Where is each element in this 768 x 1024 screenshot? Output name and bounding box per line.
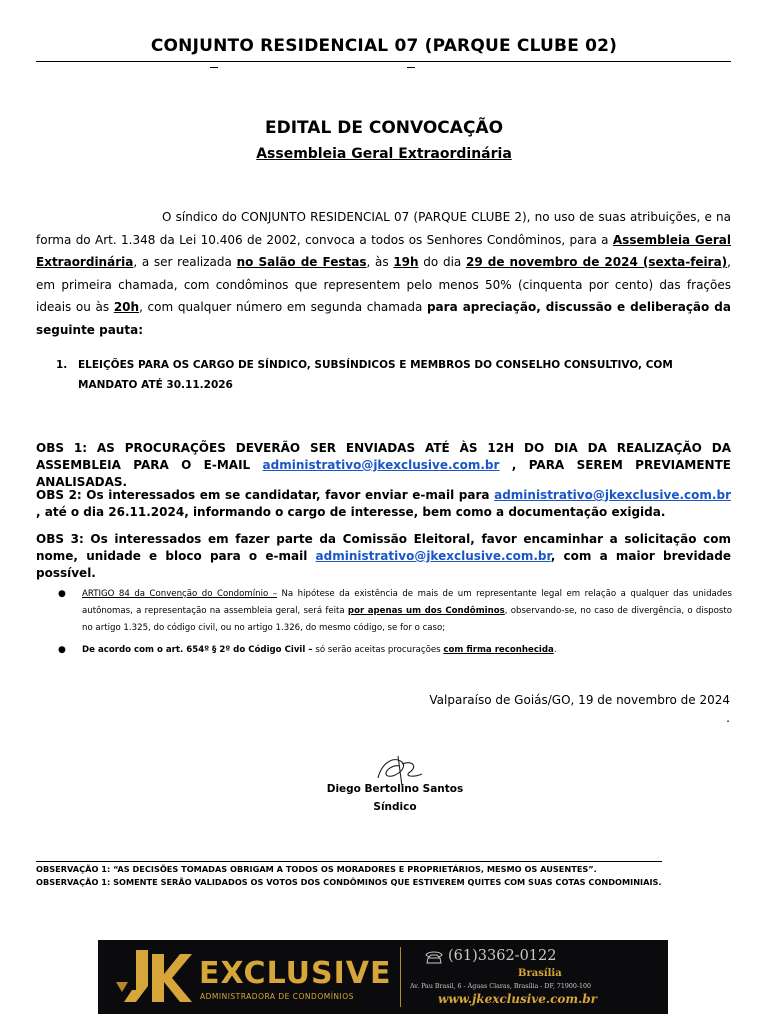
jk-logo-icon bbox=[106, 946, 194, 1008]
obs-1-text-end: , PARA SEREM PREVIAMENTE ANALISADAS. bbox=[36, 458, 731, 489]
place-and-date: Valparaíso de Goiás/GO, 19 de novembro de 2024 bbox=[429, 693, 730, 707]
body-text-5: , em primeira chamada, com condôminos que representem pelo menos 50% (cinquenta por cento) das frações ideais ou às bbox=[36, 255, 731, 314]
footer-note-2: OBSERVAÇÃO 1: SOMENTE SERÃO VALIDADOS OS VOTOS DOS CONDÔMINOS QUE ESTIVEREM QUITES COM SUAS COTAS CONDOMINIAIS. bbox=[36, 877, 662, 887]
bullet-1-emphasis: por apenas um dos Condôminos bbox=[347, 606, 505, 616]
brand-tagline: ADMINISTRADORA DE CONDOMÍNIOS bbox=[200, 992, 354, 1001]
second-call-time: 20h bbox=[113, 300, 140, 314]
assembly-name: Assembleia Geral Extraordinária bbox=[36, 232, 731, 269]
bullet-2-body: só serão aceitas procurações bbox=[312, 645, 444, 655]
meeting-date: 29 de novembro de 2024 (sexta-feira) bbox=[465, 255, 728, 269]
company-website: www.jkexclusive.com.br bbox=[438, 992, 597, 1006]
body-text-3: , às bbox=[366, 255, 394, 269]
obs-1-text: OBS 1: AS PROCURAÇÕES DEVERÃO SER ENVIADAS ATÉ ÀS 12H DO DIA DA REALIZAÇÃO DA ASSEMBLEIA PARA O E-MAIL bbox=[36, 441, 731, 472]
bullet-dot-icon: ● bbox=[58, 589, 66, 599]
header-tick-right bbox=[407, 67, 415, 68]
civil-code-label: De acordo com o art. 654º § 2º do Código Civil – bbox=[82, 645, 313, 655]
bullet-civil-code bbox=[58, 642, 732, 659]
footer-rule bbox=[36, 861, 662, 862]
notice-title: EDITAL DE CONVOCAÇÃO bbox=[264, 118, 504, 138]
body-text-4: do dia bbox=[418, 255, 466, 269]
brand-name: EXCLUSIVE bbox=[199, 956, 392, 991]
obs-3-text: OBS 3: Os interessados em fazer parte da Comissão Eleitoral, favor encaminhar a solicitação com nome, unidade e bloco para o e-mail bbox=[36, 532, 731, 563]
bullet-2-emphasis: com firma reconhecida bbox=[443, 645, 554, 655]
bullet-dot-icon: ● bbox=[58, 645, 66, 655]
obs-2-text-end: , até o dia 26.11.2024, informando o cargo de interesse, bem como a documentação exigida. bbox=[36, 505, 666, 519]
header-tick-left bbox=[210, 67, 218, 68]
first-call-time: 19h bbox=[393, 255, 419, 269]
banner-divider bbox=[400, 947, 401, 1007]
header-rule bbox=[36, 61, 731, 62]
agenda-text: ELEIÇÕES PARA OS CARGO DE SÍNDICO, SUBSÍNDICOS E MEMBROS DO CONSELHO CONSULTIVO, COM MANDATO ATÉ 30.11.2026 bbox=[78, 359, 673, 391]
bullet-article-84 bbox=[58, 586, 733, 637]
obs-3-text-end: , com a maior brevidade possível. bbox=[36, 549, 731, 580]
agenda-item bbox=[56, 355, 732, 395]
article-84-label: ARTIGO 84 da Convenção do Condomínio – bbox=[82, 589, 278, 599]
agenda-intro: para apreciação, discussão e deliberação da seguinte pauta: bbox=[36, 300, 731, 337]
obs-2 bbox=[36, 487, 731, 521]
obs-1 bbox=[36, 440, 731, 491]
phone-icon bbox=[424, 950, 444, 964]
obs-2-email-link[interactable]: administrativo@jkexclusive.com.br bbox=[494, 488, 731, 502]
bullet-1-body-end: , observando-se, no caso de divergência, o disposto no artigo 1.325, do código civil, ou no artigo 1.326, do mesmo código, se for o caso; bbox=[82, 606, 732, 633]
bullet-1-body: Na hipótese da existência de mais de um representante legal em relação a qualquer das unidades autônomas, a representação na assembleia geral, será feita bbox=[82, 589, 733, 616]
company-banner bbox=[98, 940, 668, 1014]
body-text-6: , com qualquer número em segunda chamada bbox=[139, 300, 427, 314]
closing-dot: . bbox=[726, 711, 730, 725]
notice-subtitle: Assembleia Geral Extraordinária bbox=[256, 146, 512, 162]
venue: no Salão de Festas bbox=[236, 255, 367, 269]
footer-note-1: OBSERVAÇÃO 1: “AS DECISÕES TOMADAS OBRIGAM A TODOS OS MORADORES E PROPRIETÁRIOS, MESMO OS AUSENTES”. bbox=[36, 864, 597, 874]
body-text-1: O síndico do CONJUNTO RESIDENCIAL 07 (PARQUE CLUBE 2), no uso de suas atribuições, e na forma do Art. 1.348 da Lei 10.406 de 2002, convoca a todos os Senhores Condôminos, para a bbox=[36, 210, 731, 247]
condominium-title: CONJUNTO RESIDENCIAL 07 (PARQUE CLUBE 02) bbox=[150, 36, 618, 56]
obs-2-text: OBS 2: Os interessados em se candidatar, favor enviar e-mail para bbox=[36, 488, 495, 502]
body-text-2: , a ser realizada bbox=[133, 255, 237, 269]
footer-notes bbox=[36, 863, 736, 889]
bullet-2-text bbox=[82, 642, 732, 659]
bullet-1-text bbox=[82, 586, 732, 637]
signer-name: Diego Bertolino Santos bbox=[326, 783, 464, 795]
company-phone: (61)3362-0122 bbox=[448, 948, 557, 964]
convocation-paragraph bbox=[36, 206, 731, 341]
agenda-number: 1. bbox=[56, 359, 68, 371]
obs-3-email-link[interactable]: administrativo@jkexclusive.com.br bbox=[315, 549, 551, 563]
obs-1-email-link[interactable]: administrativo@jkexclusive.com.br bbox=[262, 458, 500, 472]
obs-3 bbox=[36, 531, 731, 582]
signer-block bbox=[300, 780, 490, 816]
bullet-2-body-end: . bbox=[553, 645, 557, 655]
signer-role: Síndico bbox=[373, 801, 417, 813]
company-address: Av. Pau Brasil, 6 - Águas Claras, Brasília - DF, 71900-100 bbox=[410, 983, 592, 990]
company-city: Brasília bbox=[518, 968, 562, 979]
